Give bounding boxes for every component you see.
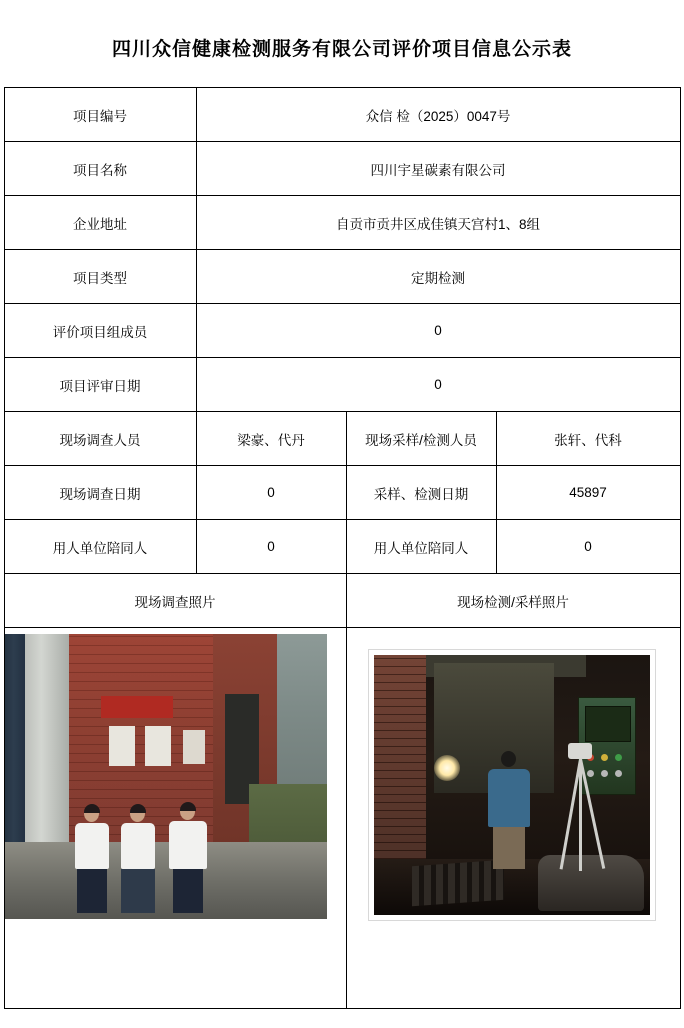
tripod-leg-3 [579, 759, 582, 871]
row-label-survey-staff: 现场调查人员 [4, 412, 196, 466]
tripod-instrument-head [568, 743, 592, 759]
row-value-team-members: 0 [196, 304, 680, 358]
row-value-project-type: 定期检测 [196, 250, 680, 304]
row-label-review-date: 项目评审日期 [4, 358, 196, 412]
person-shirt [75, 823, 109, 869]
worker-body [488, 769, 530, 827]
table-row [4, 412, 680, 466]
photo-survey-red-banner [101, 696, 173, 718]
row-label-team-members: 评价项目组成员 [4, 304, 196, 358]
control-panel-screen [585, 706, 631, 742]
photo-header-survey: 现场调查照片 [4, 574, 346, 628]
worker-legs [493, 827, 525, 869]
person-head [180, 803, 195, 820]
photo-survey-poster-3 [183, 730, 205, 764]
person-head [84, 805, 99, 822]
table-row [4, 196, 680, 250]
photo-survey-poster-1 [109, 726, 135, 766]
person-shirt [121, 823, 155, 869]
person-hair [180, 802, 196, 811]
photo-header-sampling: 现场检测/采样照片 [346, 574, 680, 628]
photo-survey-image [5, 634, 327, 919]
photo-survey-person-left [75, 805, 109, 913]
tripod-leg-1 [579, 759, 605, 869]
person-pants [121, 869, 155, 913]
person-shirt [169, 821, 207, 869]
row-label-employer-escort-left: 用人单位陪同人 [4, 520, 196, 574]
table-row [4, 574, 680, 628]
row-label-project-type: 项目类型 [4, 250, 196, 304]
table-row [4, 628, 680, 1009]
row-label-sampling-date: 采样、检测日期 [346, 466, 496, 520]
photo-survey-person-middle [121, 805, 155, 913]
row-value-sampling-staff: 张轩、代科 [496, 412, 680, 466]
person-pants [173, 869, 203, 913]
row-value-employer-escort-right: 0 [496, 520, 680, 574]
person-pants [77, 869, 107, 913]
table-row [4, 88, 680, 142]
person-hair [84, 804, 100, 813]
row-value-sampling-date: 45897 [496, 466, 680, 520]
project-info-table [4, 87, 681, 1009]
table-row [4, 520, 680, 574]
row-value-project-number: 众信 检（2025）0047号 [196, 88, 680, 142]
row-value-company-address: 自贡市贡井区成佳镇天宫村1、8组 [196, 196, 680, 250]
row-label-project-number: 项目编号 [4, 88, 196, 142]
table-row [4, 250, 680, 304]
row-label-survey-date: 现场调查日期 [4, 466, 196, 520]
photo-survey-container [5, 628, 346, 1008]
row-value-survey-date: 0 [196, 466, 346, 520]
row-value-review-date: 0 [196, 358, 680, 412]
photo-sampling-tripod [550, 743, 610, 873]
photo-survey-poster-2 [145, 726, 171, 766]
photo-sampling-worker [486, 751, 532, 869]
person-head [130, 805, 145, 822]
photo-sampling-container [347, 628, 680, 1008]
row-value-employer-escort-left: 0 [196, 520, 346, 574]
table-row [4, 466, 680, 520]
photo-cell-survey [4, 628, 346, 1009]
row-label-company-address: 企业地址 [4, 196, 196, 250]
table-row [4, 142, 680, 196]
table-row [4, 358, 680, 412]
page-title: 四川众信健康检测服务有限公司评价项目信息公示表 [111, 39, 572, 60]
table-row [4, 304, 680, 358]
row-label-project-name: 项目名称 [4, 142, 196, 196]
photo-sampling-lamp [434, 755, 460, 781]
photo-cell-sampling [346, 628, 680, 1009]
control-panel-button-gray-3 [615, 770, 622, 777]
photo-survey-ground [5, 842, 327, 919]
photo-sampling-image [369, 650, 655, 920]
row-label-sampling-staff: 现场采样/检测人员 [346, 412, 496, 466]
control-panel-button-green [615, 754, 622, 761]
photo-survey-person-right [169, 803, 207, 913]
person-hair [130, 804, 146, 813]
row-value-survey-staff: 梁豪、代丹 [196, 412, 346, 466]
worker-head [501, 751, 516, 767]
row-value-project-name: 四川宇星碳素有限公司 [196, 142, 680, 196]
row-label-employer-escort-right: 用人单位陪同人 [346, 520, 496, 574]
